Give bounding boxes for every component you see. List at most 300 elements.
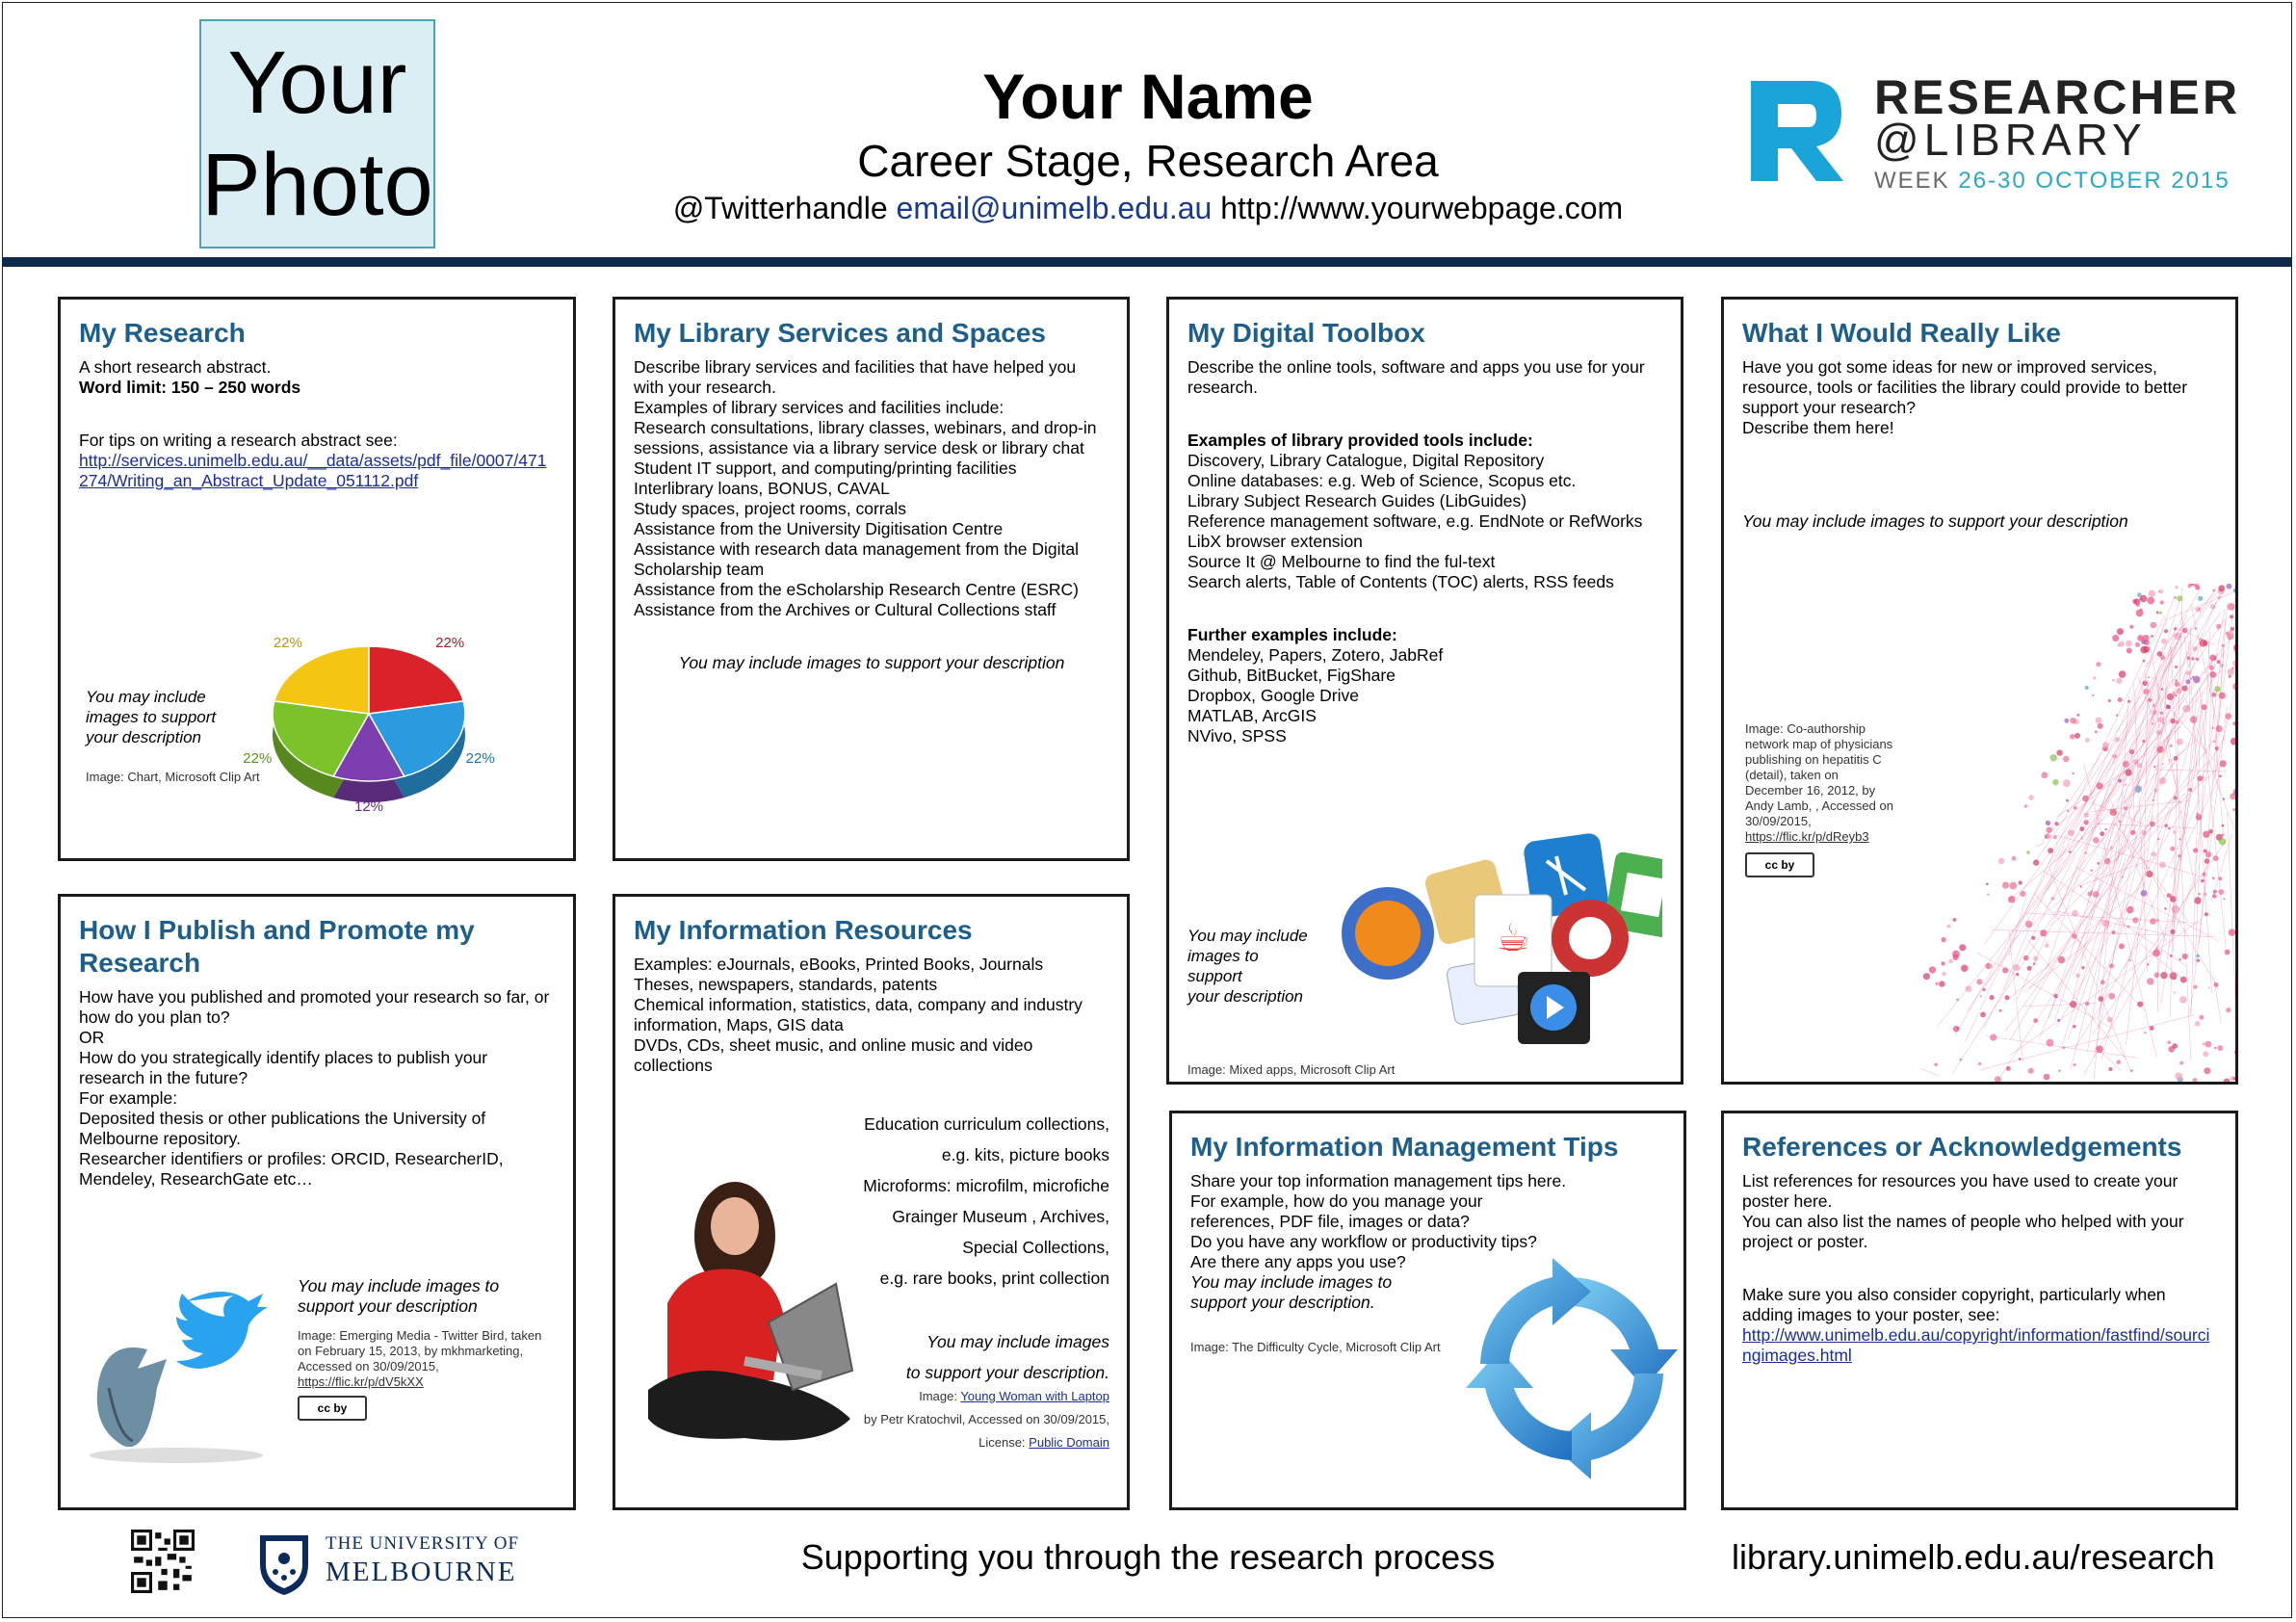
panel-title: My Library Services and Spaces [634,318,1046,348]
resource-item: e.g. kits, picture books [941,1145,1109,1164]
panel-title: My Information Management Tips [1190,1132,1619,1162]
resource-item: DVDs, CDs, sheet music, and online music and video collections [634,1035,1033,1075]
publish-or: OR [79,1028,105,1047]
image-caption: Image: The Difficulty Cycle, Microsoft Clip Art [1190,1340,1441,1354]
network-node [1923,973,1930,980]
network-node [1939,981,1944,986]
network-edge [2156,609,2225,980]
network-node [2148,676,2150,678]
network-node [2058,1070,2060,1072]
header-divider [2,257,2292,267]
tool-item: Search alerts, Table of Contents (TOC) alerts, RSS feeds [1187,572,1614,591]
service-item: Assistance from the Archives or Cultural Collections staff [634,600,1057,619]
tips-text: Do you have any workflow or productivity tips? [1190,1232,1537,1251]
network-node [2112,679,2114,681]
image-note-line: your description [1187,987,1304,1006]
tool-item: NVivo, SPSS [1187,726,1287,746]
resource-item: e.g. rare books, print collection [879,1269,1109,1288]
network-edge [1977,953,2113,1029]
logo-library: @LIBRARY [1874,115,2147,165]
network-node [2044,1074,2050,1081]
network-node [2066,799,2069,802]
network-node [2217,1045,2223,1051]
caption-prefix: Image: [919,1389,957,1403]
toolbox-examples-heading: Examples of library provided tools include: [1187,431,1533,450]
network-node [1947,925,1951,929]
network-node [2198,596,2203,601]
network-node [2177,739,2183,746]
network-edge [2036,843,2045,848]
network-edge [2084,877,2199,1075]
resource-item: Education curriculum collections, [864,1114,1109,1134]
network-edge [2228,812,2236,1006]
network-node [2214,1047,2216,1049]
twitter-handle[interactable]: @Twitterhandle [672,191,888,225]
services-examples-label: Examples of library services and facilities include: [634,398,1004,417]
svg-text:☕: ☕ [1496,916,1530,960]
network-node [2042,772,2048,778]
network-node [1929,966,1936,973]
network-node [2026,850,2030,854]
network-node [1941,961,1944,965]
email-link[interactable]: email@unimelb.edu.au [896,191,1213,225]
image-note-line: your description [86,728,202,746]
services-intro: Describe library services and facilities that have helped you with your research. [634,357,1077,397]
toolbox-further-heading: Further examples include: [1187,625,1397,644]
image-note-line: You may include [1187,927,1308,945]
network-node [2236,622,2238,626]
network-node [1966,985,1972,992]
network-node [2080,885,2082,887]
network-node [2204,850,2207,853]
panel-title: What I Would Really Like [1742,318,2061,348]
resource-item: Special Collections, [962,1238,1109,1257]
network-node [2203,1051,2208,1057]
network-edge [2008,739,2198,901]
network-node [2231,667,2233,669]
network-node [2229,929,2235,935]
network-node [1935,1063,1938,1066]
network-node [2091,870,2093,872]
network-node [2226,1007,2231,1012]
network-node [2179,996,2187,1004]
network-node [1987,894,1989,896]
network-node [2199,893,2201,895]
network-node [2143,635,2150,641]
network-node [2225,950,2231,955]
image-caption: Image: Emerging Media - Twitter Bird, taken on February 15, 2013, by mkhmarketing, Accessed on 30/09/2015, [298,1328,542,1373]
network-node [2117,628,2124,635]
logo-week [1874,168,2231,195]
network-node [2052,779,2058,785]
network-node [2098,723,2103,729]
word-limit: Word limit: 150 – 250 words [79,378,301,397]
network-node [2164,629,2168,633]
network-node [2053,835,2057,839]
tool-item: Mendeley, Papers, Zotero, JabRef [1187,645,1444,665]
copyright-link[interactable]: http://www.unimelb.edu.au/copyright/information/fastfind/sourcingimages.html [1742,1325,2210,1365]
panel-title: My Information Resources [634,915,973,945]
network-node [2064,719,2069,723]
network-node [1999,1009,2002,1012]
would-like-intro: Have you got some ideas for new or improved services, resource, tools or facilities the library could provide to better support your research? [1742,357,2188,417]
network-node [2224,898,2226,900]
network-edge [2073,816,2153,976]
network-node [2175,679,2177,681]
image-note-line: images to support [86,708,217,726]
panel-would-like [1721,297,2238,1085]
network-node [1942,937,1946,942]
network-node [2156,611,2159,614]
tips-text: Share your top information management tips here. [1190,1171,1567,1190]
tool-item: Source It @ Melbourne to find the ful-text [1187,552,1496,571]
presenter-name: Your Name [982,61,1314,132]
network-node [2218,889,2224,895]
network-node [2159,589,2163,593]
image-note: You may include images to support your description [298,1276,500,1316]
publish-for-example: For example: [79,1088,178,1108]
network-node [2235,618,2238,623]
network-node [2135,642,2140,647]
service-item: Student IT support, and computing/printing facilities [634,458,1017,478]
image-note-line: to support your description. [905,1363,1109,1382]
network-node [2233,1077,2237,1081]
network-node [2116,678,2122,684]
network-node [2105,828,2108,831]
network-node [2212,877,2215,880]
caption-link[interactable]: Young Woman with Laptop [960,1389,1109,1403]
network-node [2072,772,2074,774]
image-note-line: images to [1187,947,1259,965]
network-node [2144,1032,2146,1033]
image-caption: Image: Chart, Microsoft Clip Art [86,770,260,784]
network-node [2168,827,2170,829]
publish-q1: How have you published and promoted your research so far, or how do you plan to? [79,987,550,1027]
network-node [2130,1069,2133,1072]
uni-line1: THE UNIVERSITY OF [326,1533,520,1554]
service-item: Assistance from the eScholarship Research Centre (ESRC) [634,580,1079,599]
service-item: Study spaces, project rooms, corrals [634,499,907,518]
network-node [2204,1067,2210,1074]
pie-data-label: 22% [435,635,465,652]
network-node [1953,918,1957,922]
network-node [2232,660,2238,667]
network-edge [2003,846,2065,989]
caption-link[interactable]: https://flic.kr/p/dReyb3 [1745,829,1869,844]
abstract-text: A short research abstract. [79,357,272,377]
network-node [2175,586,2178,589]
service-item: Research consultations, library classes, webinars, and drop-in sessions, assistance via a library service desk or library chat [634,418,1097,458]
image-caption: Image: Co-authorship network map of physicians publishing on hepatitis C (detail), taken on December 16, 2012, by Andy Lamb, , Accessed on 30/09/2015, [1745,721,1893,828]
network-edge [2093,840,2226,1033]
image-caption: by Petr Kratochvil, Accessed on 30/09/2015, [863,1412,1109,1426]
network-edge [1920,1065,1940,1076]
tool-item: Library Subject Research Guides (LibGuides) [1187,491,1527,510]
network-node [2213,741,2215,743]
tool-item: MATLAB, ArcGIS [1187,706,1317,725]
network-node [1961,965,1968,972]
network-node [2219,774,2222,777]
panel-title: My Digital Toolbox [1187,318,1425,348]
network-edge [2005,737,2216,1032]
references-text: Make sure you also consider copyright, particularly when adding images to your poster, see: [1742,1285,2166,1324]
network-node [2230,615,2233,618]
network-node [2195,585,2200,589]
network-node [2227,584,2232,589]
network-node [2167,1040,2171,1044]
pie-data-label: 12% [353,798,384,815]
network-node [2175,666,2178,668]
references-text: List references for resources you have used to create your poster here. [1742,1171,2179,1211]
network-edge [2094,837,2136,1057]
network-node [2172,1043,2178,1049]
tips-text: Are there any apps you use? [1190,1252,1406,1271]
network-node [2175,1072,2182,1080]
network-node [2198,775,2204,781]
network-node [1988,964,1993,969]
network-edge [2026,925,2111,991]
network-node [1980,1012,1986,1018]
network-node [1959,944,1966,951]
network-edge [1981,1015,2195,1070]
panel-my-research [58,297,576,861]
network-node [1990,995,1995,1000]
network-node [2002,882,2009,889]
network-node [2009,882,2017,890]
network-node [1978,1062,1981,1065]
network-node [2174,978,2177,981]
network-node [2147,597,2154,605]
network-node [2125,783,2127,786]
network-node [2096,718,2102,724]
network-node [2093,837,2100,844]
network-node [2205,1041,2212,1048]
image-note-line: support your description. [1190,1293,1375,1312]
network-node [1976,979,1982,984]
resource-item: Theses, newspapers, standards, patents [634,975,938,994]
network-edge [2046,941,2048,943]
twitter-bird-icon [80,1272,273,1465]
network-node [2237,672,2238,674]
image-note [1187,926,1308,1007]
license-label: License: [978,1435,1026,1450]
network-node [2208,986,2210,988]
image-note: You may include images to support your description [1742,511,2128,531]
network-node [2074,733,2080,739]
publish-image-block [298,1276,558,1421]
network-node [2100,831,2104,836]
tips-text: For example, how do you manage your references, PDF file, images or data? [1190,1191,1483,1231]
image-note [86,687,216,747]
network-node [2182,954,2188,959]
network-edge [2099,743,2190,866]
network-node [2063,756,2069,762]
tool-item: Github, BitBucket, FigShare [1187,666,1396,685]
network-node [2228,668,2235,676]
network-node [2160,600,2164,604]
pie-data-label: 22% [243,750,273,768]
network-node [2160,972,2167,979]
network-node [2074,1063,2076,1066]
caption-link[interactable]: https://flic.kr/p/dV5kXX [298,1374,424,1389]
network-node [2199,1015,2204,1020]
network-node [2174,991,2176,993]
network-node [1935,982,1938,985]
photo-line2: Photo [201,136,433,234]
network-node [1986,882,1989,885]
network-node [2005,995,2010,1000]
network-node [2096,662,2100,667]
resource-item: Examples: eJournals, eBooks, Printed Books, Journals [634,955,1044,974]
network-node [2161,639,2167,644]
network-node [2119,944,2125,950]
network-node [2181,686,2187,692]
panel-title: How I Publish and Promote my Research [79,915,475,978]
network-node [2201,879,2205,883]
pie-data-label: 22% [273,635,302,652]
network-node [2229,675,2231,678]
network-node [2187,585,2191,589]
network-node [2132,917,2138,923]
researcher-library-logo-icon [1743,73,1849,189]
network-node [2136,603,2140,607]
network-node [1942,972,1945,976]
resource-item: Grainger Museum , Archives, [892,1207,1109,1226]
network-edge [2061,639,2191,1048]
career-stage: Career Stage, Research Area [857,136,1439,186]
network-node [2093,676,2096,679]
network-node [2210,604,2216,610]
network-node [2063,779,2071,787]
image-note: You may include images to support your description [678,653,1065,672]
network-node [2118,697,2123,702]
network-node [2202,1042,2205,1045]
logo-researcher: RESEARCHER [1874,70,2241,124]
network-edge [2011,845,2126,942]
network-node [2235,587,2238,589]
network-edge [1985,1036,2137,1059]
network-node [2045,944,2048,948]
contact-line [0,191,2296,226]
network-node [2126,648,2132,654]
network-node [2195,1021,2201,1027]
image-note-line: You may include [86,688,206,706]
network-node [2126,641,2132,647]
network-node [2012,856,2017,861]
publish-example: Researcher identifiers or profiles: ORCID, ResearcherID, Mendeley, ResearchGate etc… [79,1149,504,1189]
network-node [2028,1068,2034,1074]
image-caption-block [1745,721,1897,877]
panel-publish [58,894,576,1510]
network-node [2117,643,2121,647]
panel-info-resources [613,894,1130,1510]
tool-item: LibX browser extension [1187,532,1363,551]
resource-item: Microforms: microfilm, microfiche [863,1176,1109,1195]
network-node [2108,699,2111,702]
network-node [2085,738,2090,743]
network-node [2108,1067,2112,1071]
panel-mgmt-tips [1169,1111,1686,1510]
network-edge [2094,921,2108,1079]
cc-badge [298,1396,367,1421]
panel-digital-toolbox [1166,297,1683,1085]
network-node [2230,793,2236,799]
network-edge [2144,680,2148,870]
network-edge [1984,613,2221,945]
woman-laptop-icon [629,1168,870,1457]
network-node [2150,918,2156,925]
network-node [1998,858,2004,864]
network-node [2170,847,2175,851]
footer-tagline: Supporting you through the research process [800,1537,1496,1577]
service-item: Interlibrary loans, BONUS, CAVAL [634,479,890,498]
network-node [2092,694,2094,696]
network-node [2002,967,2008,973]
license-link[interactable]: Public Domain [1029,1435,1109,1450]
logo-week-label: WEEK [1874,168,1950,194]
network-node [2129,625,2133,629]
network-node [2149,590,2155,597]
network-node [2164,907,2167,910]
network-node [2076,714,2079,717]
webpage-link[interactable]: http://www.yourwebpage.com [1220,191,1624,225]
network-edge [2144,593,2213,667]
network-node [2231,738,2238,746]
panel-library-services [613,297,1130,861]
references-text: You can also list the names of people who helped with your project or poster. [1742,1212,2184,1251]
network-node [2019,880,2022,884]
cycle-arrows-icon [1461,1258,1683,1479]
pie-chart [224,608,513,839]
service-item: Assistance from the University Digitisation Centre [634,519,1004,538]
network-node [2136,610,2144,617]
network-node [2140,595,2148,603]
network-node [2056,749,2062,755]
network-node [2008,896,2015,903]
resource-item: Chemical information, statistics, data, company and industry information, Maps, GIS data [634,995,1083,1034]
publish-q2: How do you strategically identify places to publish your research in the future? [79,1048,488,1087]
network-node [2224,1079,2231,1086]
network-node [2154,973,2160,979]
network-node [2108,993,2115,1000]
network-node [2028,795,2033,799]
tool-item: Online databases: e.g. Web of Science, Scopus etc. [1187,471,1577,490]
service-item: Assistance with research data management from the Digital Scholarship team [634,539,1080,579]
cc-badge-text: cc by [1764,858,1795,872]
panel-references [1721,1111,2238,1510]
network-node [2159,612,2162,615]
photo-line1: Your [227,34,407,132]
network-node [2050,754,2057,761]
network-node [2112,635,2119,641]
logo-week-dates: 26-30 OCTOBER 2015 [1958,168,2231,194]
image-note-line: You may include images [926,1332,1109,1351]
network-node [2127,700,2130,703]
publish-example: Deposited thesis or other publications the University of Melbourne repository. [79,1109,486,1148]
network-node [2151,635,2153,638]
network-node [2020,891,2025,897]
network-edge [2048,620,2167,890]
cc-badge-text: cc by [317,1401,348,1415]
network-node [2119,670,2126,678]
pie-slice [274,646,369,714]
network-node [2232,721,2236,725]
describe-text: Describe them here! [1742,418,1894,437]
footer-url[interactable]: library.unimelb.edu.au/research [1732,1537,2215,1577]
abstract-guide-link[interactable]: http://services.unimelb.edu.au/__data/assets/pdf_file/0007/471274/Writing_an_Abstract_Update_051112.pdf [79,451,547,490]
network-node [2024,804,2027,807]
toolbox-intro: Describe the online tools, software and apps you use for your research. [1187,357,1645,397]
